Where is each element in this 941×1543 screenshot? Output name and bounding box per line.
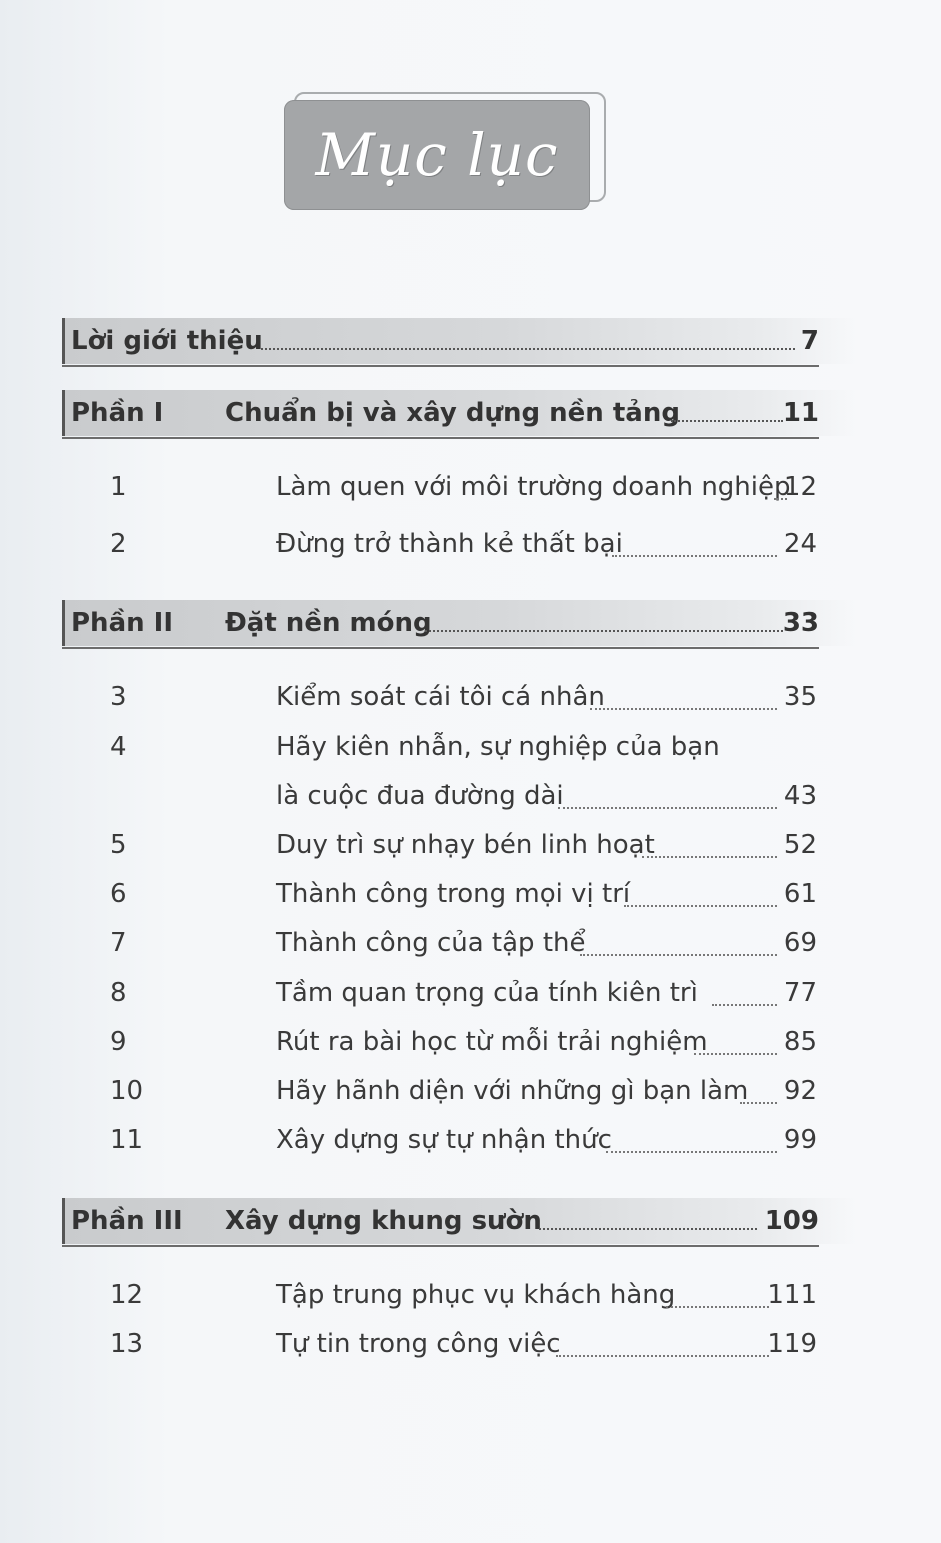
toc-part-2[interactable] [62,600,855,646]
chapter-number: 3 [110,682,127,712]
chapter-title: Tự tin trong công việc [276,1329,561,1359]
chapter-title: Làm quen với môi trường doanh nghiệp [276,472,791,502]
part-page: 11 [782,398,819,428]
leader-dots [558,807,777,809]
chapter-title: Thành công của tập thể [276,928,586,958]
chapter-title-continued: là cuộc đua đường dài [276,781,564,811]
chapter-number: 10 [110,1076,144,1106]
chapter-page: 35 [783,682,817,712]
leader-dots [539,1228,757,1230]
leader-dots [624,905,777,907]
chapter-page: 69 [783,928,817,958]
leader-dots [425,630,783,632]
chapter-title: Tầm quan trọng của tính kiên trì [276,978,698,1008]
chapter-page: 43 [783,781,817,811]
intro-label: Lời giới thiệu [71,326,263,356]
leader-dots [606,1151,777,1153]
chapter-title: Xây dựng sự tự nhận thức [276,1125,612,1155]
chapter-title: Thành công trong mọi vị trí [276,879,631,909]
part-page: 33 [782,608,819,638]
part-page: 109 [764,1206,819,1236]
toc-part-3[interactable] [62,1198,855,1244]
chapter-page: 111 [767,1280,817,1310]
leader-dots [740,1102,777,1104]
leader-dots [612,555,777,557]
chapter-number: 6 [110,879,127,909]
chapter-page: 92 [783,1076,817,1106]
leader-dots [642,856,777,858]
chapter-number: 8 [110,978,127,1008]
chapter-number: 4 [110,732,127,762]
part-title: Đặt nền móng [225,608,432,638]
chapter-page: 24 [783,529,817,559]
chapter-page: 119 [767,1329,817,1359]
toc-title-box [284,92,604,210]
chapter-number: 11 [110,1125,144,1155]
chapter-number: 2 [110,529,127,559]
chapter-number: 1 [110,472,127,502]
chapter-number: 9 [110,1027,127,1057]
chapter-title: Hãy kiên nhẫn, sự nghiệp của bạn [276,732,720,762]
leader-dots [666,1306,769,1308]
chapter-page: 52 [783,830,817,860]
toc-intro[interactable] [62,318,855,364]
toc-part-1[interactable] [62,390,855,436]
chapter-page: 77 [783,978,817,1008]
chapter-number: 5 [110,830,127,860]
part-label: Phần I [71,398,164,428]
part-title: Chuẩn bị và xây dựng nền tảng [225,398,680,428]
chapter-page: 12 [783,472,817,502]
leader-dots [694,1053,777,1055]
chapter-title: Đừng trở thành kẻ thất bại [276,529,623,559]
chapter-page: 99 [783,1125,817,1155]
intro-page: 7 [800,326,819,356]
chapter-title: Rút ra bài học từ mỗi trải nghiệm [276,1027,708,1057]
chapter-page: 61 [783,879,817,909]
chapter-page: 85 [783,1027,817,1057]
leader-dots [671,420,783,422]
part-label: Phần III [71,1206,183,1236]
leader-dots [580,954,777,956]
chapter-title: Kiểm soát cái tôi cá nhân [276,682,605,712]
chapter-number: 13 [110,1329,144,1359]
leader-dots [556,1355,769,1357]
chapter-title: Tập trung phục vụ khách hàng [276,1280,676,1310]
part-label: Phần II [71,608,174,638]
chapter-title: Duy trì sự nhạy bén linh hoạt [276,830,655,860]
leader-dots [261,348,795,350]
chapter-number: 12 [110,1280,144,1310]
leader-dots [712,1004,777,1006]
chapter-title: Hãy hãnh diện với những gì bạn làm [276,1076,749,1106]
leader-dots [590,708,777,710]
chapter-number: 7 [110,928,127,958]
page-title: Mục lục [315,121,559,189]
part-title: Xây dựng khung sườn [225,1206,542,1236]
